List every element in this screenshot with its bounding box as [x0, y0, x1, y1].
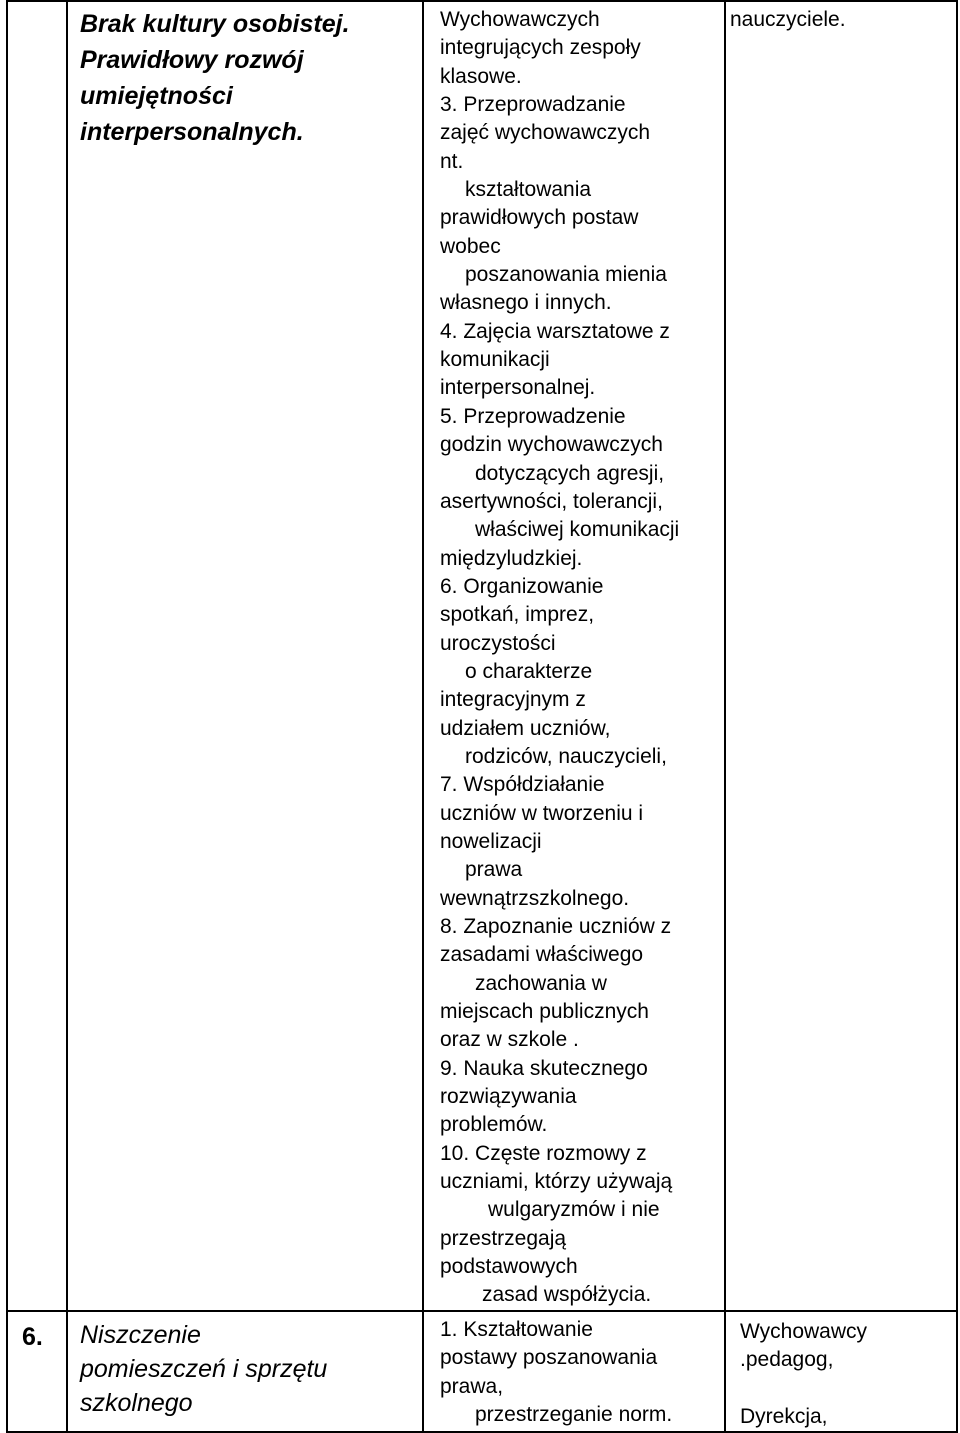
activity-line: godzin wychowawczych: [440, 433, 663, 457]
activity-line: rozwiązywania: [440, 1085, 577, 1109]
activity-line: integrujących zespoły: [440, 36, 641, 60]
activity-line: prawidłowych postaw: [440, 206, 639, 230]
activity-line: komunikacji: [440, 348, 550, 372]
table-row: [7, 1311, 957, 1432]
topic-line: pomieszczeń i sprzętu: [80, 1354, 328, 1383]
activity-line: uroczystości: [440, 631, 556, 655]
topic-line: szkolnego: [80, 1388, 193, 1417]
activity-line: interpersonalnej.: [440, 376, 596, 400]
row-number: 6.: [22, 1322, 43, 1351]
topic-line: interpersonalnych.: [80, 118, 304, 146]
activities-cell: [423, 1311, 725, 1432]
activity-line: wobec: [440, 234, 501, 258]
topic-line: Prawidłowy rozwój: [80, 46, 304, 74]
activity-line: 4. Zajęcia warsztatowe z: [440, 319, 670, 343]
activity-line: prawa,: [440, 1374, 504, 1398]
activity-line: wulgaryzmów i nie: [488, 1198, 660, 1222]
activity-line: kształtowania: [465, 178, 592, 202]
activity-line: uczniami, którzy używają: [440, 1170, 673, 1194]
activity-line: 5. Przeprowadzenie: [440, 404, 626, 428]
activity-line: Wychowawczych: [440, 8, 600, 31]
responsible-cell: [725, 1311, 957, 1432]
number-cell: [7, 1311, 67, 1432]
activity-line: 9. Nauka skutecznego: [440, 1056, 648, 1080]
activity-line: klasowe.: [440, 64, 522, 88]
activity-line: o charakterze: [465, 659, 593, 683]
activity-line: 7. Współdziałanie: [440, 773, 605, 797]
activity-line: zachowania w: [475, 971, 607, 995]
activity-line: 8. Zapoznanie uczniów z: [440, 915, 672, 938]
activity-line: asertywności, tolerancji,: [440, 489, 663, 513]
activity-line: spotkań, imprez,: [440, 603, 595, 627]
activity-line: miejscach publicznych: [440, 1000, 649, 1024]
activity-line: postawy poszanowania: [440, 1346, 658, 1370]
activity-line: nowelizacji: [440, 829, 542, 853]
responsible-line: [740, 1375, 956, 1403]
topic-line: Brak kultury osobistej.: [80, 10, 350, 38]
activity-line: rodziców, nauczycieli,: [465, 744, 667, 768]
responsible-text: nauczyciele.: [730, 8, 846, 31]
responsible-line: .pedagog,: [740, 1348, 834, 1372]
activity-line: integracyjnym z: [440, 688, 586, 712]
activity-line: nt.: [440, 149, 464, 173]
activity-line: zasad współżycia.: [482, 1283, 652, 1307]
topic-line: Niszczenie: [80, 1320, 201, 1349]
topic-cell: [67, 1311, 423, 1432]
activity-line: uczniów w tworzeniu i: [440, 801, 644, 825]
activity-line: zajęć wychowawczych: [440, 121, 651, 145]
responsible-line: Wychowawcy: [740, 1319, 868, 1343]
activity-line: poszanowania mienia: [465, 263, 667, 287]
activity-line: przestrzegają: [440, 1226, 567, 1250]
plan-table: [6, 0, 958, 1433]
activity-line: własnego i innych.: [440, 291, 612, 315]
activity-line: dotyczących agresji,: [475, 461, 665, 485]
activity-line: prawa: [465, 858, 523, 882]
activity-line: 1. Kształtowanie: [440, 1317, 593, 1341]
activities-cell: [423, 1, 725, 1311]
responsible-cell: [725, 1, 957, 1311]
activity-line: problemów.: [440, 1113, 548, 1137]
responsible-line: Dyrekcja,: [740, 1404, 828, 1428]
activity-line: 10. Częste rozmowy z: [440, 1141, 647, 1165]
activity-line: wewnątrzszkolnego.: [440, 886, 630, 910]
activity-line: oraz w szkole .: [440, 1028, 579, 1052]
topic-line: umiejętności: [80, 82, 233, 110]
activity-line: 3. Przeprowadzanie: [440, 93, 626, 117]
activity-line: 6. Organizowanie: [440, 574, 604, 598]
activity-line: zasadami właściwego: [440, 943, 644, 967]
activity-line: międzyludzkiej.: [440, 546, 583, 570]
activity-line: udziałem uczniów,: [440, 716, 611, 740]
activity-line: właściwej komunikacji: [475, 518, 680, 542]
number-cell: [7, 1, 67, 1311]
topic-cell: [67, 1, 423, 1311]
activity-line: przestrzeganie norm.: [475, 1402, 673, 1426]
table-row: [7, 1, 957, 1311]
activity-line: podstawowych: [440, 1255, 578, 1279]
